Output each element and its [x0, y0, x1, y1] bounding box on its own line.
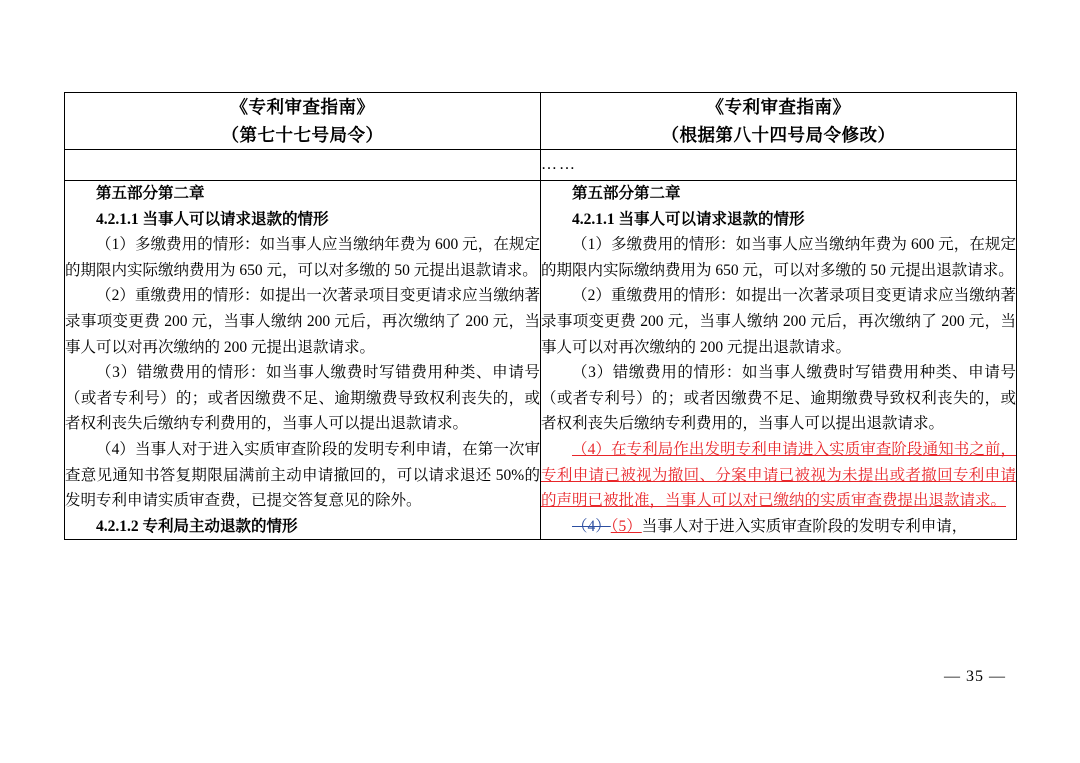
- right-paragraph-2: （2）重缴费用的情形：如提出一次著录项目变更请求应当缴纳著录事项变更费 200 元，当事人缴纳 200 元后，再次缴纳了 200 元，当事人可以对再次缴纳的 200 元提出退款请求。: [541, 287, 1016, 356]
- left-paragraph-4: （4）当事人对于进入实质审查阶段的发明专利申请，在第一次审查意见通知书答复期限届满前主动申请撤回的，可以请求退还 50%的发明专利申请实质审查费，已提交答复意见的除外。: [65, 440, 540, 510]
- deleted-marker: （4）: [572, 517, 611, 535]
- right-paragraph-1: （1）多缴费用的情形：如当事人应当缴纳年费为 600 元，在规定的期限内实际缴纳费用为 650 元，可以对多缴的 50 元提出退款请求。: [541, 236, 1016, 279]
- left-paragraph-3: （3）错缴费用的情形：如当事人缴费时写错费用种类、申请号（或者专利号）的；或者因缴费不足、逾期缴费导致权利丧失的，或者权利丧失后缴纳专利费用的，当事人可以提出退款请求。: [65, 364, 540, 433]
- body-cell-left: [65, 181, 541, 540]
- right-sub-section-title: 4.2.1.1 当事人可以请求退款的情形: [572, 210, 805, 228]
- table-ellipsis-row: [65, 150, 1017, 181]
- header-left-line1: 《专利审查指南》: [230, 97, 375, 117]
- header-cell-left: [65, 93, 541, 150]
- ellipsis-cell-right: ……: [541, 150, 1017, 181]
- header-right-line2: （根据第八十四号局令修改）: [661, 125, 896, 145]
- body-cell-right: [541, 181, 1017, 540]
- comparison-table: [64, 92, 1017, 540]
- right-inserted-paragraph: （4）在专利局作出发明专利申请进入实质审查阶段通知书之前，专利申请已被视为撤回、分案申请已被视为未提出或者撤回专利申请的声明已被批准，当事人可以对已缴纳的实质审查费提出退款请求。: [541, 440, 1016, 510]
- left-paragraph-2: （2）重缴费用的情形：如提出一次著录项目变更请求应当缴纳著录事项变更费 200 元，当事人缴纳 200 元后，再次缴纳了 200 元，当事人可以对再次缴纳的 200 元提出退款请求。: [65, 287, 540, 356]
- header-left-line2: （第七十七号局令）: [221, 125, 384, 145]
- right-paragraph-3: （3）错缴费用的情形：如当事人缴费时写错费用种类、申请号（或者专利号）的；或者因缴费不足、逾期缴费导致权利丧失的，或者权利丧失后缴纳专利费用的，当事人可以提出退款请求。: [541, 364, 1016, 433]
- table-body-row: [65, 181, 1017, 540]
- header-right-line1: 《专利审查指南》: [706, 97, 851, 117]
- left-sub-section-title: 4.2.1.1 当事人可以请求退款的情形: [96, 210, 329, 228]
- table-header-row: [65, 93, 1017, 150]
- left-section-title: 第五部分第二章: [96, 185, 205, 202]
- ellipsis-cell-left: [65, 150, 541, 181]
- right-section-title: 第五部分第二章: [572, 185, 681, 202]
- left-paragraph-1: （1）多缴费用的情形：如当事人应当缴纳年费为 600 元，在规定的期限内实际缴纳费用为 650 元，可以对多缴的 50 元提出退款请求。: [65, 236, 540, 279]
- left-final-sub-title: 4.2.1.2 专利局主动退款的情形: [96, 517, 298, 535]
- page-number: — 35 —: [944, 668, 1006, 685]
- inserted-marker: （5）: [610, 517, 642, 535]
- right-last-paragraph-text: 当事人对于进入实质审查阶段的发明专利申请，: [641, 517, 968, 535]
- header-cell-right: [541, 93, 1017, 150]
- right-last-paragraph: [541, 514, 1016, 540]
